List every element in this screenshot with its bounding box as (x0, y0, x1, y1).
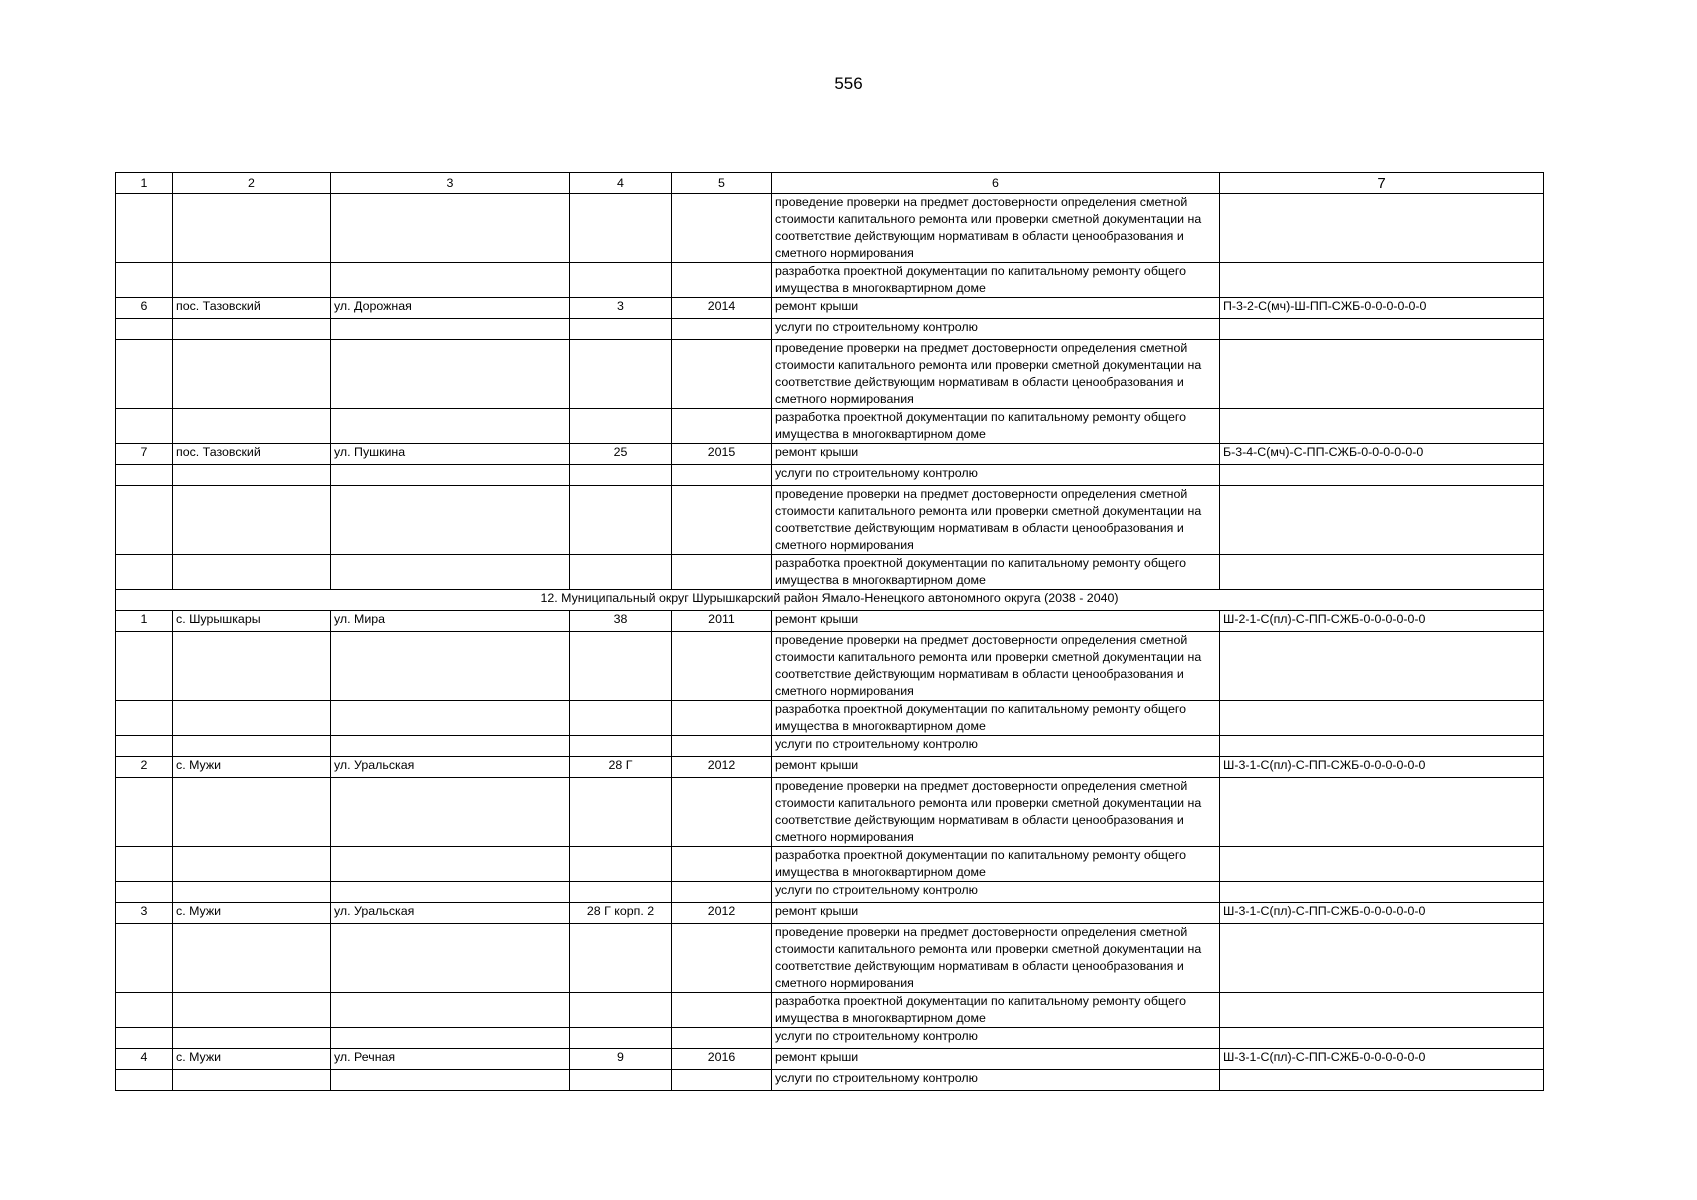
cell-street (331, 924, 570, 993)
column-number-cell: 5 (672, 173, 772, 194)
cell-street (331, 736, 570, 757)
cell-code (1220, 882, 1544, 903)
table-row (116, 409, 1544, 444)
cell-street (331, 319, 570, 340)
cell-street (331, 1070, 570, 1091)
cell-year (672, 701, 772, 736)
cell-settlement (173, 924, 331, 993)
cell-code: Б-3-4-С(мч)-С-ПП-СЖБ-0-0-0-0-0-0 (1220, 444, 1544, 465)
cell-year (672, 319, 772, 340)
cell-code (1220, 319, 1544, 340)
cell-house (570, 632, 672, 701)
cell-house (570, 555, 672, 590)
cell-num (116, 263, 173, 298)
cell-work: услуги по строительному контролю (772, 1070, 1220, 1091)
cell-house (570, 1028, 672, 1049)
table-row (116, 444, 1544, 465)
cell-code: П-3-2-С(мч)-Ш-ПП-СЖБ-0-0-0-0-0-0 (1220, 298, 1544, 319)
cell-settlement: с. Шурышкары (173, 611, 331, 632)
cell-house: 38 (570, 611, 672, 632)
table-row (116, 298, 1544, 319)
cell-settlement (173, 778, 331, 847)
cell-house (570, 778, 672, 847)
cell-num (116, 701, 173, 736)
cell-work: услуги по строительному контролю (772, 882, 1220, 903)
cell-num (116, 555, 173, 590)
cell-settlement (173, 465, 331, 486)
cell-house: 28 Г корп. 2 (570, 903, 672, 924)
cell-street (331, 993, 570, 1028)
cell-year: 2016 (672, 1049, 772, 1070)
cell-work: ремонт крыши (772, 444, 1220, 465)
cell-house: 25 (570, 444, 672, 465)
cell-code (1220, 1028, 1544, 1049)
cell-num: 7 (116, 444, 173, 465)
cell-num (116, 924, 173, 993)
cell-work: проведение проверки на предмет достоверности определения сметной стоимости капитального ремонта или проверки сметной документации на соответствие действующим нормативам в области ценообразования и сметного нормирования (772, 924, 1220, 993)
table-row (116, 924, 1544, 993)
table-row (116, 1070, 1544, 1091)
cell-house (570, 701, 672, 736)
cell-street (331, 340, 570, 409)
cell-year (672, 409, 772, 444)
cell-year: 2015 (672, 444, 772, 465)
cell-settlement (173, 1028, 331, 1049)
cell-settlement (173, 1070, 331, 1091)
cell-work: разработка проектной документации по капитальному ремонту общего имущества в многоквартирном доме (772, 263, 1220, 298)
cell-num: 2 (116, 757, 173, 778)
table-row (116, 882, 1544, 903)
cell-code (1220, 340, 1544, 409)
cell-house (570, 263, 672, 298)
cell-code: Ш-3-1-С(пл)-С-ПП-СЖБ-0-0-0-0-0-0 (1220, 1049, 1544, 1070)
cell-code (1220, 993, 1544, 1028)
cell-year: 2011 (672, 611, 772, 632)
cell-work: услуги по строительному контролю (772, 319, 1220, 340)
cell-code (1220, 924, 1544, 993)
column-number-cell: 7 (1220, 173, 1544, 194)
cell-code (1220, 486, 1544, 555)
cell-house (570, 340, 672, 409)
cell-house (570, 882, 672, 903)
cell-street (331, 409, 570, 444)
cell-num (116, 319, 173, 340)
cell-num (116, 778, 173, 847)
cell-year (672, 924, 772, 993)
cell-num (116, 1028, 173, 1049)
cell-num (116, 736, 173, 757)
cell-year (672, 555, 772, 590)
cell-work: разработка проектной документации по капитальному ремонту общего имущества в многоквартирном доме (772, 701, 1220, 736)
table-row (116, 465, 1544, 486)
table-row (116, 486, 1544, 555)
cell-num (116, 1070, 173, 1091)
cell-house: 3 (570, 298, 672, 319)
cell-house (570, 465, 672, 486)
cell-code (1220, 409, 1544, 444)
cell-year: 2014 (672, 298, 772, 319)
cell-work: разработка проектной документации по капитальному ремонту общего имущества в многоквартирном доме (772, 847, 1220, 882)
table-row (116, 194, 1544, 263)
cell-work: проведение проверки на предмет достоверности определения сметной стоимости капитального ремонта или проверки сметной документации на соответствие действующим нормативам в области ценообразования и сметного нормирования (772, 778, 1220, 847)
cell-settlement (173, 340, 331, 409)
table-row (116, 903, 1544, 924)
cell-num (116, 847, 173, 882)
cell-settlement (173, 847, 331, 882)
cell-house (570, 194, 672, 263)
cell-num (116, 882, 173, 903)
cell-year (672, 1028, 772, 1049)
table-row (116, 701, 1544, 736)
cell-settlement (173, 701, 331, 736)
section-title: 12. Муниципальный округ Шурышкарский район Ямало-Ненецкого автономного округа (2038 - 2040) (116, 590, 1544, 611)
cell-house (570, 319, 672, 340)
cell-work: разработка проектной документации по капитальному ремонту общего имущества в многоквартирном доме (772, 409, 1220, 444)
cell-code (1220, 263, 1544, 298)
cell-street: ул. Уральская (331, 757, 570, 778)
cell-year (672, 993, 772, 1028)
cell-street (331, 194, 570, 263)
table-row (116, 632, 1544, 701)
cell-settlement (173, 263, 331, 298)
section-header-row (116, 590, 1544, 611)
cell-settlement: с. Мужи (173, 903, 331, 924)
cell-street (331, 263, 570, 298)
cell-num (116, 993, 173, 1028)
cell-code: Ш-2-1-С(пл)-С-ПП-СЖБ-0-0-0-0-0-0 (1220, 611, 1544, 632)
cell-num (116, 465, 173, 486)
cell-settlement (173, 409, 331, 444)
cell-num (116, 194, 173, 263)
cell-num: 6 (116, 298, 173, 319)
cell-code: Ш-3-1-С(пл)-С-ПП-СЖБ-0-0-0-0-0-0 (1220, 903, 1544, 924)
cell-house (570, 993, 672, 1028)
cell-street (331, 701, 570, 736)
column-number-cell: 4 (570, 173, 672, 194)
cell-settlement (173, 319, 331, 340)
cell-year (672, 1070, 772, 1091)
cell-work: проведение проверки на предмет достоверности определения сметной стоимости капитального ремонта или проверки сметной документации на соответствие действующим нормативам в области ценообразования и сметного нормирования (772, 194, 1220, 263)
cell-settlement (173, 993, 331, 1028)
table-row (116, 263, 1544, 298)
cell-street: ул. Пушкина (331, 444, 570, 465)
cell-street: ул. Речная (331, 1049, 570, 1070)
cell-num: 4 (116, 1049, 173, 1070)
cell-work: ремонт крыши (772, 1049, 1220, 1070)
repair-schedule-table (115, 172, 1544, 1091)
cell-year (672, 263, 772, 298)
cell-work: проведение проверки на предмет достоверности определения сметной стоимости капитального ремонта или проверки сметной документации на соответствие действующим нормативам в области ценообразования и сметного нормирования (772, 486, 1220, 555)
cell-year (672, 632, 772, 701)
cell-street (331, 632, 570, 701)
cell-house (570, 924, 672, 993)
table-row (116, 993, 1544, 1028)
cell-work: услуги по строительному контролю (772, 736, 1220, 757)
cell-year (672, 882, 772, 903)
cell-year (672, 778, 772, 847)
page-number: 556 (834, 74, 863, 93)
cell-work: ремонт крыши (772, 611, 1220, 632)
cell-work: проведение проверки на предмет достоверности определения сметной стоимости капитального ремонта или проверки сметной документации на соответствие действующим нормативам в области ценообразования и сметного нормирования (772, 632, 1220, 701)
cell-house: 28 Г (570, 757, 672, 778)
cell-year (672, 465, 772, 486)
cell-work: ремонт крыши (772, 903, 1220, 924)
cell-year (672, 736, 772, 757)
cell-year: 2012 (672, 757, 772, 778)
cell-year: 2012 (672, 903, 772, 924)
cell-house (570, 1070, 672, 1091)
cell-code (1220, 632, 1544, 701)
table-row (116, 778, 1544, 847)
cell-house: 9 (570, 1049, 672, 1070)
table-row (116, 847, 1544, 882)
cell-settlement: пос. Тазовский (173, 298, 331, 319)
cell-code (1220, 701, 1544, 736)
cell-code (1220, 465, 1544, 486)
table-row (116, 611, 1544, 632)
cell-settlement (173, 882, 331, 903)
cell-num (116, 409, 173, 444)
column-number-cell: 3 (331, 173, 570, 194)
cell-num: 3 (116, 903, 173, 924)
cell-code (1220, 194, 1544, 263)
table-row (116, 555, 1544, 590)
cell-street (331, 1028, 570, 1049)
cell-code (1220, 1070, 1544, 1091)
cell-house (570, 486, 672, 555)
cell-street (331, 486, 570, 555)
cell-street (331, 847, 570, 882)
column-number-row (116, 173, 1544, 194)
cell-num: 1 (116, 611, 173, 632)
cell-settlement (173, 555, 331, 590)
cell-year (672, 340, 772, 409)
cell-work: проведение проверки на предмет достоверности определения сметной стоимости капитального ремонта или проверки сметной документации на соответствие действующим нормативам в области ценообразования и сметного нормирования (772, 340, 1220, 409)
cell-settlement (173, 194, 331, 263)
cell-street (331, 882, 570, 903)
cell-settlement: пос. Тазовский (173, 444, 331, 465)
cell-settlement: с. Мужи (173, 757, 331, 778)
cell-code: Ш-3-1-С(пл)-С-ПП-СЖБ-0-0-0-0-0-0 (1220, 757, 1544, 778)
cell-street: ул. Дорожная (331, 298, 570, 319)
cell-year (672, 194, 772, 263)
cell-work: услуги по строительному контролю (772, 1028, 1220, 1049)
cell-num (116, 340, 173, 409)
table-row (116, 736, 1544, 757)
table-row (116, 757, 1544, 778)
cell-house (570, 736, 672, 757)
cell-work: ремонт крыши (772, 298, 1220, 319)
column-number-cell: 1 (116, 173, 173, 194)
cell-code (1220, 555, 1544, 590)
cell-street (331, 555, 570, 590)
cell-street: ул. Мира (331, 611, 570, 632)
table-row (116, 1049, 1544, 1070)
table-row (116, 319, 1544, 340)
cell-house (570, 409, 672, 444)
cell-work: ремонт крыши (772, 757, 1220, 778)
cell-street (331, 778, 570, 847)
cell-code (1220, 847, 1544, 882)
table-row (116, 340, 1544, 409)
cell-settlement (173, 486, 331, 555)
cell-num (116, 486, 173, 555)
cell-year (672, 486, 772, 555)
cell-year (672, 847, 772, 882)
cell-settlement (173, 632, 331, 701)
cell-code (1220, 778, 1544, 847)
cell-street (331, 465, 570, 486)
table-row (116, 1028, 1544, 1049)
cell-settlement (173, 736, 331, 757)
cell-house (570, 847, 672, 882)
cell-code (1220, 736, 1544, 757)
cell-street: ул. Уральская (331, 903, 570, 924)
cell-settlement: с. Мужи (173, 1049, 331, 1070)
column-number-cell: 2 (173, 173, 331, 194)
cell-work: услуги по строительному контролю (772, 465, 1220, 486)
cell-work: разработка проектной документации по капитальному ремонту общего имущества в многоквартирном доме (772, 993, 1220, 1028)
cell-num (116, 632, 173, 701)
column-number-cell: 6 (772, 173, 1220, 194)
cell-work: разработка проектной документации по капитальному ремонту общего имущества в многоквартирном доме (772, 555, 1220, 590)
